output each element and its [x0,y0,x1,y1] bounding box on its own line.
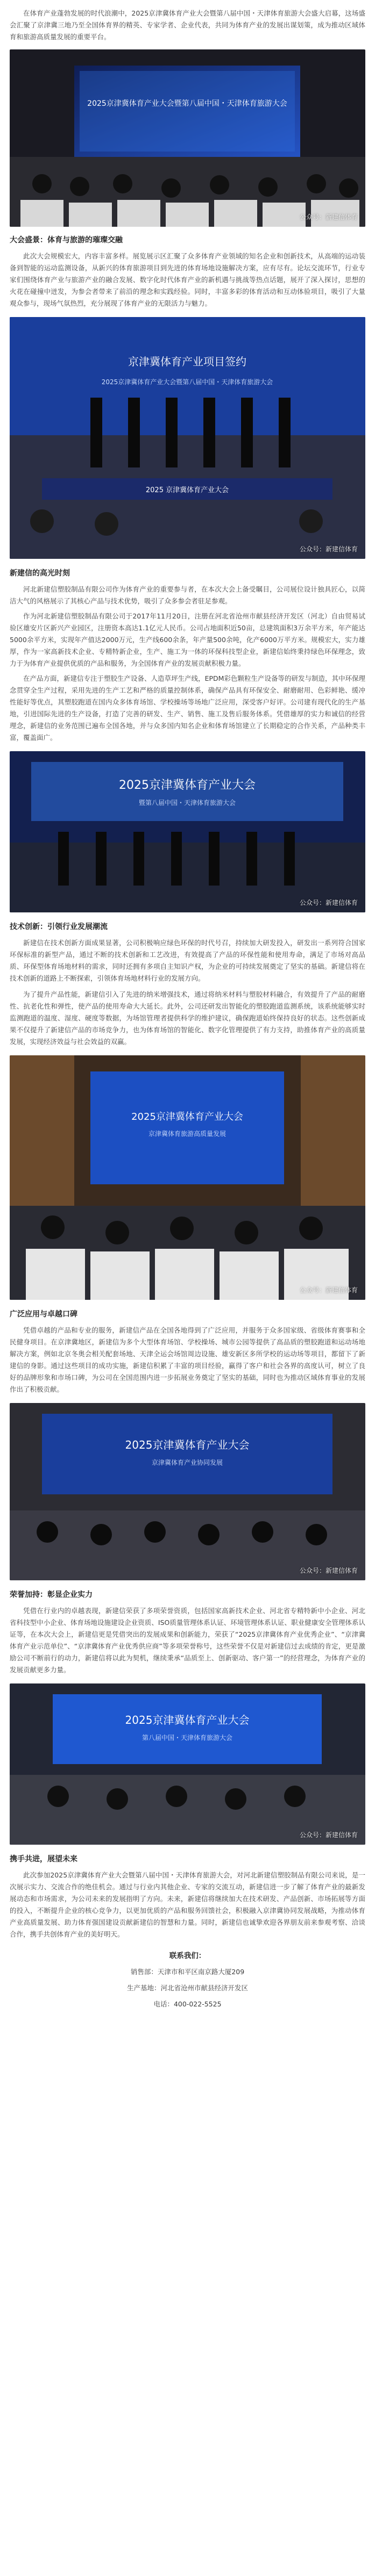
photo4-watermark: 公众号：新建信体育 [299,1286,358,1294]
event-photo-3 [10,751,365,912]
paragraph-3: 作为河北新建信塑胶制品有限公司于2017年11月20日，注册在河北省沧州市献县经济开发区（河北）自由贸易试验区雄安片区新兴产业园区，注册资本高达1.1亿元人民币。公司占地面积近50亩，总建筑面积3万余平方米，年产能达5000余平方米，实现年产值达2000万元，生产线600余条，年产量500余吨，化产6000万平方米。规模宏大，实力雄厚，作为一家高新技术企业、专精特新企业，生产、施工为一体的环保科技型企业，新建信始终秉持绿色环保理念，致力于为体育产业提供优质的产品和服务，为全国体育产业的发展贡献积极力量。 [10,612,365,667]
event-photo-5 [10,1403,365,1580]
event-photo-2 [10,317,365,559]
paragraph-4: 在产品方面，新建信专注于塑胶生产设备、人造草坪生产线，EPDM彩色颗粒生产设备等的研发与制造，其中环保理念贯穿全生产过程，采用先进的生产工艺和严格的质量控制体系，确保产品具有环保安全、耐磨耐用、色彩鲜艳、缓冲性能好等优点，其塑胶跑道在国内众多体育场馆、学校操场等场地广泛应用，深受客户好评。公司建有现代化的生产基地，引进国际先进的生产设备，打造了完善的研发、生产、销售、施工及售后服务体系。凭借雄厚的实力和诚信的经营理念，新建信的业务范围已遍布全国各地，并与众多国内知名企业和体育场馆建立了长期稳定的合作关系，产品种类丰富，覆盖面广。 [10,674,365,742]
event-photo-4 [10,1055,365,1300]
paragraph-1: 此次大会规模宏大，内容丰富多样。展览展示区汇聚了众多体育产业领域的知名企业和创新技术，从高端的运动装备到智能的运动监测设备，从新兴的体育旅游项目到先进的体育场地设施解决方案，应有尽有。论坛交流环节，行业专家们围绕体育产业与旅游产业的融合发展、数字化时代体育产业的新机遇与挑战等热点话题，展开了深入探讨，思想的火花在碰撞中迸发，为参会者带来了前沿的理念和实践经验。同时，丰富多彩的体育活动和互动体验项目，吸引了大量观众参与，现场气氛热烈，充分展现了体育产业的无限活力与魅力。 [10,252,365,307]
contact-factory: 生产基地：河北省沧州市献县经济开发区 [126,1984,248,1992]
paragraph-5: 新建信在技术创新方面成果显著，公司积极响应绿色环保的时代号召，持续加大研发投入，研发出一系列符合国家环保标准的新型产品，通过不断的技术创新和工艺改进，有效提高了产品的环保性能和使用寿命，满足了市场对高品质、环保型体育场地材料的需求，同时还拥有多项自主知识产权，为企业的可持续发展奠定了坚实的基础。新建信将在技术创新的道路上不断探索，引领体育场地材料行业的发展方向。 [10,939,365,982]
contact-title: 联系我们： [169,1952,206,1960]
contact-sales: 销售部：天津市和平区南京路大厦209 [130,1968,245,1976]
photo2-banner-sub: 2025京津冀体育产业大会暨第八届中国・天津体育旅游大会 [101,378,273,386]
photo2-banner-title: 京津冀体育产业项目签约 [128,355,246,368]
section-heading-6: 携手共进，展望未来 [10,1855,77,1863]
contact-block [0,1948,375,2012]
photo3-banner-title: 2025京津冀体育产业大会 [119,779,256,792]
photo3-watermark: 公众号：新建信体育 [299,899,358,906]
photo5-watermark: 公众号：新建信体育 [299,1567,358,1574]
paragraph-2: 河北新建信塑胶制品有限公司作为体育产业的重要参与者，在本次大会上备受瞩目，公司展位设计独具匠心，以简洁大气的风格展示了其核心产品与技术优势，吸引了众多参会者驻足参观。 [10,585,365,605]
photo5-banner-title: 2025京津冀体育产业大会 [125,1438,250,1451]
paragraph-6: 为了提升产品性能，新建信引入了先进的纳米增强技术，通过将纳米材料与塑胶材料融合，有效提升了产品的耐磨性、抗老化性和弹性，使产品的使用寿命大大延长。此外，公司还研发出智能化的塑胶跑道监测系统，该系统能够实时监测跑道的温度、湿度、硬度等数据，为场馆管理者提供科学的维护建议，确保跑道始终保持良好的状态。这些创新成果不仅提升了新建信产品的市场竞争力，也为体育场馆的智能化、数字化管理提供了有力支持，助推体育产业的高质量发展，实现经济效益与社会效益的双赢。 [10,990,365,1046]
svg-text:2025 京津冀体育产业大会: 2025 京津冀体育产业大会 [145,486,229,494]
photo6-banner-sub: 第八届中国・天津体育旅游大会 [141,1734,233,1742]
paragraph-8: 凭借在行业内的卓越表现，新建信荣获了多项荣誉资质，包括国家高新技术企业、河北省专精特新中小企业、河北省科技型中小企业、体育场地设施建设企业资质、ISO质量管理体系认证、环境管理体系认证、职业健康安全管理体系认证等，在本次大会上，新建信更是凭借突出的发展成果和创新能力，荣获了“2025京津冀体育产业优秀企业”、“京津冀体育产业示范单位”、“京津冀体育产业优秀供应商”等多项荣誉称号，这些荣誉不仅是对新建信过去成绩的肯定，更是激励公司不断前行的动力，新建信将以此为契机，继续秉承“品质至上、创新驱动、客户第一”的经营理念，为体育产业的发展贡献更多力量。 [10,1607,365,1674]
photo6-banner-title: 2025京津冀体育产业大会 [125,1714,250,1726]
intro-paragraph: 在体育产业蓬勃发展的时代浪潮中，2025京津冀体育产业大会暨第八届中国・天津体育旅游大会盛大启幕，这场盛会汇聚了京津冀三地乃至全国体育界的精英、专家学者、企业代表，共同为体育产业的发展出谋划策，成为推动区域体育和旅游高质量发展的重要平台。 [10,9,365,41]
photo6-watermark: 公众号：新建信体育 [299,1831,358,1839]
section-heading-3: 技术创新：引领行业发展潮流 [10,923,108,931]
section-heading-2: 新建信的高光时刻 [10,569,70,578]
paragraph-9: 此次参加2025京津冀体育产业大会暨第八届中国・天津体育旅游大会，对河北新建信塑胶制品有限公司来说，是一次展示实力、交流合作的绝佳机会。通过与行业内其他企业、专家的交流互动，新建信进一步了解了体育产业的最新发展动态和市场需求，为公司未来的发展指明了方向。未来，新建信将继续加大在技术研发、产品创新、市场拓展等方面的投入，不断提升企业的核心竞争力，以更加优质的产品和服务回馈社会，积极融入京津冀协同发展战略，为推动体育产业高质量发展、助力体育强国建设贡献新建信的智慧和力量。同时，新建信也诚挚欢迎各界朋友前来参观考察、洽谈合作，携手共创体育产业的美好明天。 [10,1871,365,1938]
photo1-watermark: 公众号：新建信体育 [299,213,358,221]
photo5-banner-sub: 京津冀体育产业协同发展 [151,1459,223,1466]
section-heading-1: 大会盛景：体育与旅游的璀璨交融 [10,236,123,244]
photo4-banner-sub: 京津冀体育旅游高质量发展 [148,1130,227,1138]
photo4-banner-title: 2025京津冀体育产业大会 [131,1111,243,1122]
section-heading-5: 荣誉加持：彰显企业实力 [10,1591,93,1599]
section-heading-4: 广泛应用与卓越口碑 [10,1310,77,1319]
photo2-watermark: 公众号：新建信体育 [299,545,358,553]
contact-phone: 电话：400-022-5525 [153,2000,222,2008]
event-photo-1 [10,49,365,227]
event-photo-6 [10,1683,365,1845]
photo1-banner-text: 2025京津冀体育产业大会暨第八届中国・天津体育旅游大会 [87,99,287,108]
paragraph-7: 凭借卓越的产品和专业的服务，新建信产品在全国各地得到了广泛应用，并服务于众多国家级、省级体育赛事和全民健身项目。在京津冀地区，新建信为多个大型体育场馆、学校操场、城市公园等提供了高品质的塑胶跑道和运动场地解决方案，例如北京冬奥会相关配套场地、天津全运会场馆周边设施、雄安新区多所学校的运动场等项目，都留下了新建信的身影。通过这些项目的成功实施，新建信积累了丰富的项目经验，赢得了客户和社会各界的高度认可，树立了良好的品牌形象和市场口碑，为公司在全国范围内进一步拓展业务奠定了坚实的基础，同时也为推动区域体育事业的发展作出了积极贡献。 [10,1326,365,1393]
photo3-banner-sub: 暨第八届中国・天津体育旅游大会 [138,799,236,807]
